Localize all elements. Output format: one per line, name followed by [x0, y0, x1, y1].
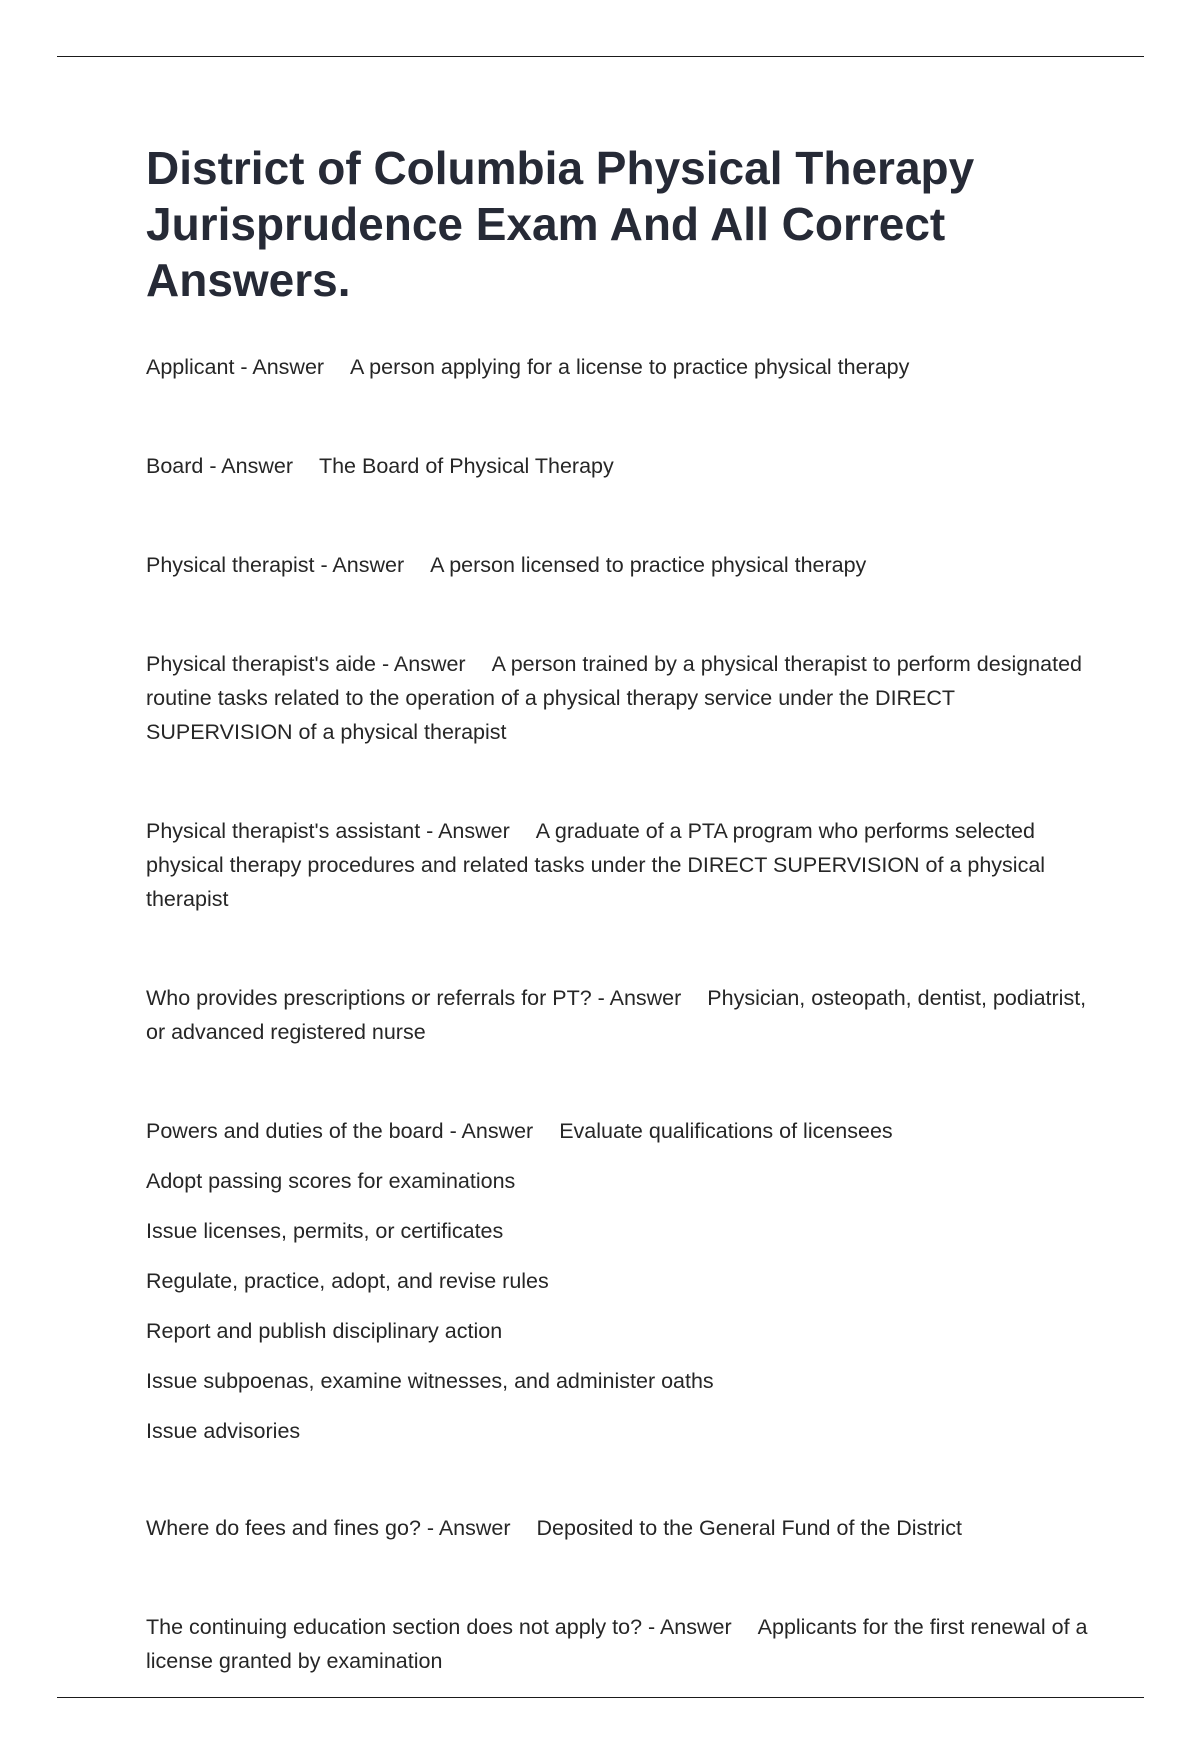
powers-item: Report and publish disciplinary action: [146, 1319, 503, 1343]
qa-answer: A graduate of a PTA program who performs selected physical therapy procedures and related tasks under the DIRECT SUPERVISION of a physical therapist: [146, 819, 1046, 911]
powers-item: [146, 1114, 1106, 1148]
qa-item: [146, 1610, 1106, 1678]
powers-item: Issue advisories: [146, 1419, 301, 1443]
powers-item-text: Evaluate qualifications of licensees: [559, 1119, 893, 1143]
qa-item: [146, 647, 1106, 749]
qa-question: Board - Answer: [146, 454, 293, 478]
bottom-rule: [57, 1697, 1144, 1698]
qa-answer: Deposited to the General Fund of the District: [536, 1516, 962, 1540]
powers-item: Regulate, practice, adopt, and revise rules: [146, 1269, 549, 1293]
powers-item: Issue subpoenas, examine witnesses, and administer oaths: [146, 1369, 714, 1393]
qa-question: Physical therapist's assistant - Answer: [146, 819, 510, 843]
qa-answer: A person trained by a physical therapist to perform designated routine tasks related to the operation of a physical therapy service under the DIRECT SUPERVISION of a physical therapist: [146, 652, 1082, 744]
qa-item: [146, 981, 1106, 1049]
document-page: [146, 140, 1106, 1743]
qa-question: Applicant - Answer: [146, 355, 325, 379]
qa-answer: A person applying for a license to practice physical therapy: [350, 355, 910, 379]
qa-question: Physical therapist - Answer: [146, 553, 405, 577]
qa-answer: The Board of Physical Therapy: [318, 454, 614, 478]
qa-answer: Applicants for the first renewal of a license granted by examination: [146, 1615, 1088, 1673]
top-rule: [57, 56, 1144, 57]
qa-question: Who provides prescriptions or referrals for PT? - Answer: [146, 986, 682, 1010]
qa-list: [146, 350, 1106, 1678]
powers-item: Issue licenses, permits, or certificates: [146, 1219, 504, 1243]
qa-item: [146, 449, 1106, 483]
qa-item: [146, 1511, 1106, 1545]
qa-question: The continuing education section does not apply to? - Answer: [146, 1615, 732, 1639]
qa-item: [146, 350, 1106, 384]
qa-question: Physical therapist's aide - Answer: [146, 652, 466, 676]
page-title: District of Columbia Physical Therapy Jurisprudence Exam And All Correct Answers.: [146, 142, 975, 306]
powers-list: [146, 1114, 1106, 1448]
powers-item: Adopt passing scores for examinations: [146, 1169, 516, 1193]
qa-question: Powers and duties of the board - Answer: [146, 1119, 534, 1143]
qa-question: Where do fees and fines go? - Answer: [146, 1516, 511, 1540]
qa-answer: Physician, osteopath, dentist, podiatrist, or advanced registered nurse: [146, 986, 1087, 1044]
qa-item: [146, 548, 1106, 582]
qa-item: [146, 814, 1106, 916]
qa-answer: A person licensed to practice physical therapy: [430, 553, 867, 577]
